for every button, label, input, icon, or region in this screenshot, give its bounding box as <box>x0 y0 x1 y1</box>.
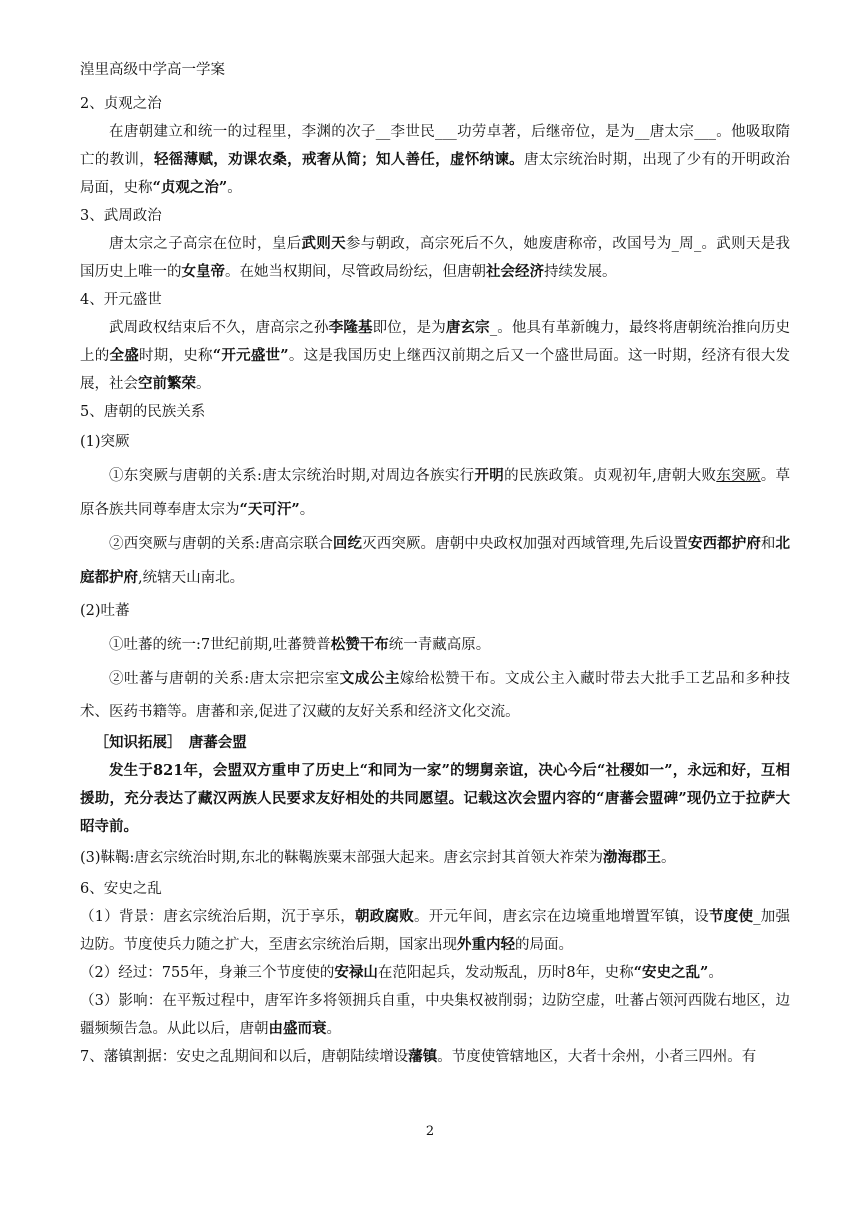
subsection-tujue: (1)突厥 <box>80 434 130 450</box>
section-4-title: 4、开元盛世 <box>80 292 162 308</box>
section-3-title: 3、武周政治 <box>80 208 162 224</box>
document-page <box>80 56 790 1071</box>
tubo-tang-paragraph: ②吐蕃与唐朝的关系:唐太宗把宗室文成公主嫁给松赞干布。文成公主入藏时带去大批手工艺品和多种技术、医药书籍等。唐蕃和亲,促进了汉藏的友好关系和经济文化交流。 <box>80 670 791 720</box>
knowledge-extension-body: 发生于821年，会盟双方重申了历史上“和同为一家”的甥舅亲谊，决心今后“社稷如一”，永远和好，互相援助，充分表达了藏汉两族人民要求友好相处的共同愿望。记载这次会盟内容的“唐蕃会盟碑”现仍立于拉萨大昭寺前。 <box>80 762 790 835</box>
section-6-title: 6、安史之乱 <box>80 881 162 897</box>
page-number: 2 <box>425 1124 435 1139</box>
an-shi-impact: （3）影响：在平叛过程中，唐军许多将领拥兵自重，中央集权被削弱；边防空虚，吐蕃占领河西陇右地区，边疆频频告急。从此以后，唐朝由盛而衰。 <box>80 993 790 1037</box>
page-header: 湟里高级中学高一学案 <box>80 62 225 78</box>
section-2-title: 2、贞观之治 <box>80 96 162 112</box>
section-2-paragraph: 在唐朝建立和统一的过程里，李渊的次子__李世民___功劳卓著，后继帝位，是为__唐太宗___。他吸取隋亡的教训，轻徭薄赋，劝课农桑，戒奢从简；知人善任，虚怀纳谏。唐太宗统治时期，出现了少有的开明政治局面，史称“贞观之治”。 <box>80 124 791 196</box>
section-7-paragraph: 7、藩镇割据：安史之乱期间和以后，唐朝陆续增设藩镇。节度使管辖地区，大者十余州，小者三四州。有 <box>80 1048 757 1065</box>
knowledge-extension-title: ［知识拓展］ 唐蕃会盟 <box>94 734 247 751</box>
section-3-paragraph: 唐太宗之子高宗在位时，皇后武则天参与朝政，高宗死后不久，她废唐称帝，改国号为_周_。武则天是我国历史上唯一的女皇帝。在她当权期间，尽管政局纷纭，但唐朝社会经济持续发展。 <box>80 235 791 280</box>
mohe-paragraph: (3)靺鞨:唐玄宗统治时期,东北的靺鞨族粟末部强大起来。唐玄宗封其首领大祚荣为渤海郡王。 <box>80 849 676 866</box>
section-5-title: 5、唐朝的民族关系 <box>80 404 206 420</box>
east-tujue-paragraph: ①东突厥与唐朝的关系:唐太宗统治时期,对周边各族实行开明的民族政策。贞观初年,唐朝大败东突厥。草原各族共同尊奉唐太宗为“天可汗”。 <box>80 467 791 518</box>
an-shi-process: （2）经过：755年，身兼三个节度使的安禄山在范阳起兵，发动叛乱，历时8年，史称“安史之乱”。 <box>80 964 723 981</box>
section-4-paragraph: 武周政权结束后不久，唐高宗之孙李隆基即位，是为唐玄宗_。他具有革新魄力，最终将唐朝统治推向历史上的全盛时期，史称“开元盛世”。这是我国历史上继西汉前期之后又一个盛世局面。这一时期，经济有很大发展，社会空前繁荣。 <box>80 319 791 392</box>
tubo-unification-paragraph: ①吐蕃的统一:7世纪前期,吐蕃赞普松赞干布统一青藏高原。 <box>109 636 491 653</box>
west-tujue-paragraph: ②西突厥与唐朝的关系:唐高宗联合回纥灭西突厥。唐朝中央政权加强对西域管理,先后设置安西都护府和北庭都护府,统辖天山南北。 <box>80 535 791 586</box>
subsection-tubo: (2)吐蕃 <box>80 603 130 619</box>
an-shi-background: （1）背景：唐玄宗统治后期，沉于享乐，朝政腐败。开元年间，唐玄宗在边境重地增置军镇，设节度使_加强边防。节度使兵力随之扩大，至唐玄宗统治后期，国家出现外重内轻的局面。 <box>80 908 791 953</box>
